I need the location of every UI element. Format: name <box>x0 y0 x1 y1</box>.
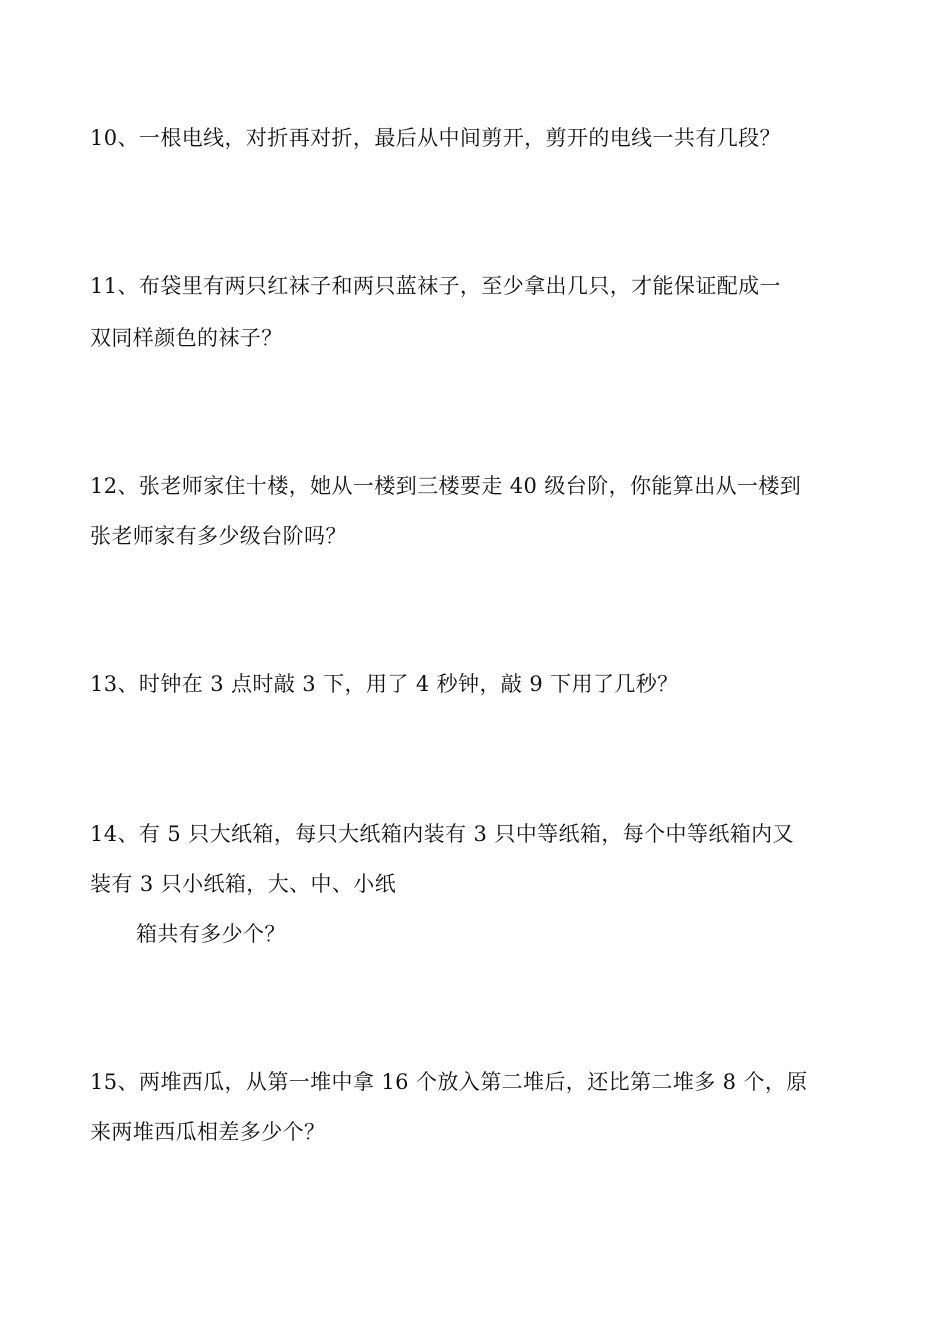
question-14-line-2: 装有 3 只小纸箱，大、中、小纸 <box>90 872 397 896</box>
question-15-line-2: 来两堆西瓜相差多少个？ <box>90 1120 326 1144</box>
question-15-line-1: 15、两堆西瓜，从第一堆中拿 16 个放入第二堆后，还比第二堆多 8 个，原 <box>90 1070 808 1094</box>
question-14-line-3: 箱共有多少个？ <box>136 922 286 946</box>
question-11-line-2: 双同样颜色的袜子？ <box>90 326 283 350</box>
question-11-line-1: 11、布袋里有两只红袜子和两只蓝袜子，至少拿出几只，才能保证配成一 <box>90 274 781 298</box>
question-12-line-1: 12、张老师家住十楼，她从一楼到三楼要走 40 级台阶，你能算出从一楼到 <box>90 474 802 498</box>
question-14-line-1: 14、有 5 只大纸箱，每只大纸箱内装有 3 只中等纸箱，每个中等纸箱内又 <box>90 822 794 846</box>
question-10-line-1: 10、一根电线，对折再对折，最后从中间剪开，剪开的电线一共有几段？ <box>90 126 781 150</box>
question-13-line-1: 13、时钟在 3 点时敲 3 下，用了 4 秒钟，敲 9 下用了几秒？ <box>90 672 679 696</box>
question-12-line-2: 张老师家有多少级台阶吗？ <box>90 524 347 548</box>
